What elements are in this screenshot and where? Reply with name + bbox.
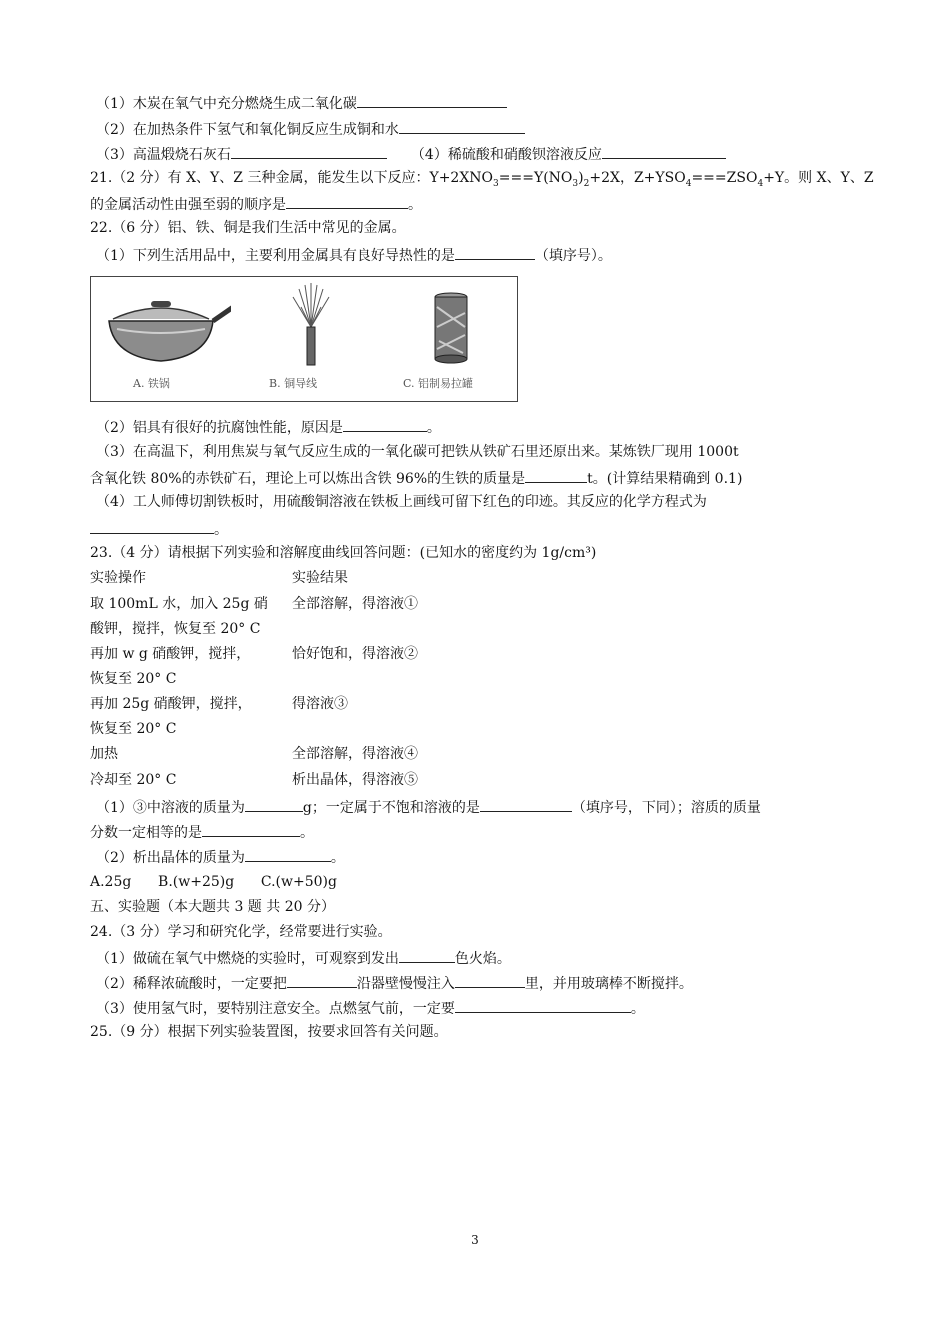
- q22-text: 。: [214, 522, 228, 538]
- q24-part-2: [96, 972, 693, 994]
- table-result-4: 全部溶解，得溶液④: [292, 746, 418, 762]
- q22-text: 含氧化铁 80%的赤铁矿石，理论上可以炼出含铁 96%的生铁的质量是: [90, 471, 526, 487]
- q21-text: +2X，Z+YSO: [589, 170, 686, 186]
- q22-part-2: [96, 416, 441, 438]
- q23-question-1-cont: [90, 821, 314, 843]
- figure-item-copper-wire: [251, 277, 371, 401]
- q21-text: +Y。则 X、Y、Z: [763, 170, 874, 186]
- answer-blank[interactable]: [455, 244, 535, 260]
- q22-text: （1）下列生活用品中，主要利用金属具有良好导热性的是: [96, 248, 455, 264]
- q24-text: 。: [630, 1001, 645, 1017]
- q23-text: 。: [330, 850, 345, 866]
- table-op-1b: 酸钾，搅拌，恢复至 20° C: [90, 621, 261, 637]
- answer-blank[interactable]: [245, 796, 303, 812]
- subscript: 2: [583, 179, 590, 189]
- q20-line-1: [96, 92, 507, 114]
- answer-blank[interactable]: [399, 947, 455, 963]
- q21-line-2: [90, 193, 422, 215]
- table-result-5: 析出晶体，得溶液⑤: [292, 772, 418, 788]
- q24-text: 沿器壁慢慢注入: [356, 976, 455, 992]
- q22-part-4a: （4）工人师傅切割铁板时，用硫酸铜溶液在铁板上画线可留下红色的印迹。其反应的化学方程式为: [96, 494, 707, 510]
- q23-question-2: [96, 846, 345, 868]
- q20-line-3: [96, 143, 726, 165]
- q23-text: g；一定属于不饱和溶液的是: [302, 800, 480, 816]
- q22-text: t。(计算结果精确到 0.1): [587, 471, 743, 487]
- subscript: 4: [757, 179, 764, 189]
- q23-text: （1）③中溶液的质量为: [96, 800, 245, 816]
- figure-item-wok: [91, 277, 231, 401]
- caption-copper-wire: B. 铜导线: [269, 377, 318, 390]
- table-op-2b: 恢复至 20° C: [90, 671, 177, 687]
- table-op-3a: 再加 25g 硝酸钾，搅拌，: [90, 696, 252, 712]
- answer-blank[interactable]: [480, 796, 572, 812]
- answer-blank[interactable]: [602, 143, 726, 159]
- subscript: 3: [493, 179, 499, 189]
- table-header-result: 实验结果: [292, 570, 348, 586]
- table-op-1a: 取 100mL 水，加入 25g 硝: [90, 596, 268, 612]
- q22-part-3b: [90, 467, 742, 489]
- q24-text: （3）使用氢气时，要特别注意安全。点燃氢气前，一定要: [96, 1001, 455, 1017]
- q23-options: A.25g B.(w+25)g C.(w+50)g: [90, 874, 337, 890]
- q21-text: ): [578, 170, 584, 186]
- q21-line-1: [90, 168, 874, 194]
- q21-text: 的金属活动性由强至弱的顺序是: [90, 197, 286, 213]
- figure-item-aluminum-can: [391, 277, 511, 401]
- table-op-5: 冷却至 20° C: [90, 772, 177, 788]
- copper-wire-icon: [251, 277, 371, 377]
- q24-title: 24.（3 分）学习和研究化学，经常要进行实验。: [90, 924, 392, 940]
- q20-text-3: （3）高温煅烧石灰石: [96, 147, 231, 163]
- q22-part-4b: [90, 518, 228, 540]
- subscript: 3: [572, 179, 579, 189]
- q23-text: 。: [300, 825, 314, 841]
- aluminum-can-icon: [391, 277, 511, 377]
- q20-text-4: （4）稀硫酸和硝酸钡溶液反应: [410, 147, 602, 163]
- q23-text: （2）析出晶体的质量为: [96, 850, 245, 866]
- q24-text: 里，并用玻璃棒不断搅拌。: [524, 976, 693, 992]
- q24-text: 色火焰。: [454, 951, 511, 967]
- q23-title: 23.（4 分）请根据下列实验和溶解度曲线回答问题：(已知水的密度约为 1g/cm³): [90, 545, 597, 561]
- q22-text: （2）铝具有很好的抗腐蚀性能，原因是: [96, 420, 343, 436]
- table-op-4: 加热: [90, 746, 118, 762]
- caption-aluminum-can: C. 铝制易拉罐: [403, 377, 474, 390]
- answer-blank[interactable]: [399, 118, 525, 134]
- q22-text: 。: [426, 420, 441, 436]
- metal-items-figure: [90, 276, 518, 402]
- answer-blank[interactable]: [525, 467, 587, 483]
- table-result-1: 全部溶解，得溶液①: [292, 596, 418, 612]
- q25-title: 25.（9 分）根据下列实验装置图，按要求回答有关问题。: [90, 1024, 448, 1040]
- q21-text: ===Y(NO: [498, 170, 573, 186]
- q23-text: 分数一定相等的是: [90, 825, 202, 841]
- q22-title: 22.（6 分）铝、铁、铜是我们生活中常见的金属。: [90, 220, 406, 236]
- q21-text: ===ZSO: [691, 170, 758, 186]
- answer-blank[interactable]: [202, 821, 300, 837]
- q24-text: （1）做硫在氧气中燃烧的实验时，可观察到发出: [96, 951, 399, 967]
- table-result-2: 恰好饱和，得溶液②: [292, 646, 418, 662]
- q22-part-1: [96, 244, 612, 266]
- table-op-3b: 恢复至 20° C: [90, 721, 177, 737]
- q22-part-3a: （3）在高温下，利用焦炭与氧气反应生成的一氧化碳可把铁从铁矿石里还原出来。某炼铁厂现用 1000t: [96, 444, 739, 460]
- q21-text: 。: [408, 197, 422, 213]
- caption-wok: A. 铁锅: [133, 377, 170, 390]
- answer-blank[interactable]: [287, 972, 357, 988]
- table-op-2a: 再加 w g 硝酸钾，搅拌，: [90, 646, 251, 662]
- q20-text-1: （1）木炭在氧气中充分燃烧生成二氧化碳: [96, 96, 357, 112]
- table-result-3: 得溶液③: [292, 696, 348, 712]
- q23-question-1: [96, 796, 761, 818]
- q24-text: （2）稀释浓硫酸时，一定要把: [96, 976, 287, 992]
- subscript: 4: [685, 179, 692, 189]
- page-number: 3: [471, 1233, 479, 1247]
- q22-text: （填序号）。: [534, 248, 612, 264]
- q20-text-2: （2）在加热条件下氢气和氧化铜反应生成铜和水: [96, 122, 399, 138]
- q24-part-1: [96, 947, 511, 969]
- answer-blank[interactable]: [90, 518, 214, 534]
- answer-blank[interactable]: [286, 193, 408, 209]
- q21-text: 21.（2 分）有 X、Y、Z 三种金属，能发生以下反应：Y+2XNO: [90, 170, 494, 186]
- wok-icon: [91, 277, 231, 377]
- answer-blank[interactable]: [455, 997, 631, 1013]
- answer-blank[interactable]: [231, 143, 387, 159]
- answer-blank[interactable]: [455, 972, 525, 988]
- q23-text: （填序号，下同）；溶质的质量: [571, 800, 761, 816]
- section-5-title: 五、实验题（本大题共 3 题 共 20 分）: [90, 899, 335, 915]
- answer-blank[interactable]: [245, 846, 331, 862]
- q20-line-2: [96, 118, 525, 140]
- q24-part-3: [96, 997, 645, 1019]
- answer-blank[interactable]: [357, 92, 507, 108]
- table-header-operation: 实验操作: [90, 570, 146, 586]
- answer-blank[interactable]: [343, 416, 427, 432]
